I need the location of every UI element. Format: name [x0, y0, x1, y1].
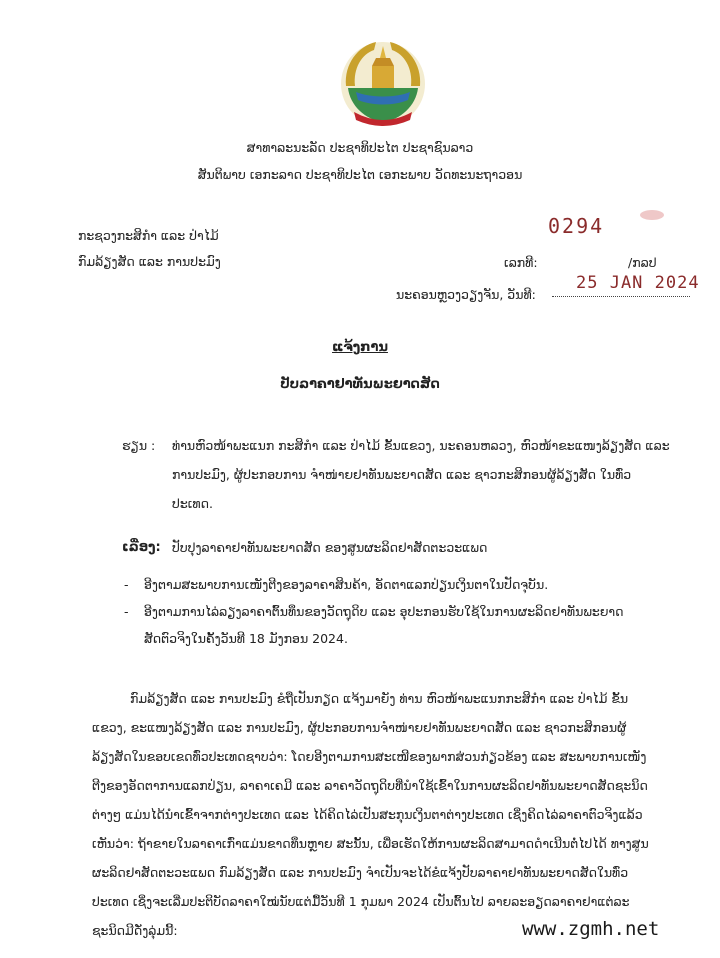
body-line: ຕີງຂອງອັດຕາການແລກປ່ຽນ, ລາຄາເຄມີ ແລະ ລາຄາວັດຖຸດິບທີ່ນຳໃຊ້ເຂົ້າໃນການຜະລິດຢາທັນພະຍາດສັດຊະນິດ [92, 778, 648, 793]
body-paragraph [92, 684, 686, 945]
issue-date: 25 JAN 2024 [576, 273, 700, 293]
to-line-3: ປະເທດ. [172, 496, 213, 511]
ink-smudge [640, 210, 664, 220]
to-label: ຮຽນ : [122, 438, 156, 453]
document-type: ແຈ້ງການ [332, 340, 388, 355]
subject-text: ປັບປຸງລາຄາຢາທັນພະຍາດສັດ ຂອງສູນຜະລິດຢາສັດຕະວະແພດ [172, 540, 488, 555]
bullet: - [124, 577, 129, 592]
document-title: ປັບລາຄາຢາທັນພະຍາດສັດ [280, 377, 440, 392]
body-line: ປະເທດ ເຊິ່ງຈະເລີ່ມປະຕິບັດລາຄາໃໝ່ນັບແຕ່ມື້ວັນທີ 1 ກຸມພາ 2024 ເປັນຕົ້ນໄປ ລາຍລະອຽດລາຄາຢາແຕ່ລະ [92, 894, 630, 909]
body-line: ຊະນິດມີດັ່ງລຸ່ມນີ້: [92, 923, 178, 938]
serial-number: 0294 [548, 214, 605, 238]
to-line-2: ການປະມົງ, ຜູ້ປະກອບການ ຈຳໜ່າຍຢາທັນພະຍາດສັດ ແລະ ຊາວກະສິກອນຜູ້ລ້ຽງສັດ ໃນທົ່ວ [172, 467, 632, 482]
reference-item-1: ອີງຕາມສະພາບການເໜັງຕີງຂອງລາຄາສິນຄ້າ, ອັດຕາແລກປ່ຽນເງິນຕາໃນປັດຈຸບັນ. [144, 577, 549, 592]
subject-label: ເລື່ອງ: [122, 540, 161, 555]
reference-item-2-line-1: ອີງຕາມການໄລ່ລຽງລາຄາຕົ້ນທຶນຂອງວັດຖຸດິບ ແລະ ອຸປະກອນຮັບໃຊ້ໃນການຜະລິດຢາທັນພະຍາດ [144, 604, 624, 619]
body-line: ເຫັນວ່າ: ຖ້າຂາຍໃນລາຄາເກົ່າແມ່ນຂາດທຶນຫຼາຍ ສະນັ້ນ, ເພື່ອເຮັດໃຫ້ການຜະລິດສາມາດດຳເນີນຕໍ່ໄປໄດ້ ທາງສູນ [92, 836, 649, 851]
body-line: ແຂວງ, ຂະແໜງລ້ຽງສັດ ແລະ ການປະມົງ, ຜູ້ປະກອບການຈຳໜ່າຍຢາທັນພະຍາດສັດ ແລະ ຊາວກະສິກອນຜູ້ [92, 720, 627, 735]
body-line: ລ້ຽງສັດໃນຂອບເຂດທົ່ວປະເທດຊາບວ່າ: ໂດຍອີງຕາມການສະເໜີຂອງພາກສ່ວນກ່ຽວຂ້ອງ ແລະ ສະພາບການເໜັງ [92, 749, 647, 764]
date-dotted-line [552, 296, 690, 297]
number-suffix: /ກລປ [628, 255, 657, 270]
body-line: ກົມລ້ຽງສັດ ແລະ ການປະມົງ ຂໍຖືເປັນກຽດ ແຈ້ງມາຍັງ ທ່ານ ຫົວໜ້າພະແນກກະສິກຳ ແລະ ປ່າໄມ້ ຂັ້ນ [130, 691, 629, 706]
republic-name: ສາທາລະນະລັດ ປະຊາທິປະໄຕ ປະຊາຊົນລາວ [246, 140, 474, 155]
national-emblem-icon [336, 36, 430, 128]
to-line-1: ທ່ານຫົວໜ້າພະແນກ ກະສິກຳ ແລະ ປ່າໄມ້ ຂັ້ນແຂວງ, ນະຄອນຫລວງ, ຫົວໜ້າຂະແໜງລ້ຽງສັດ ແລະ [172, 438, 670, 453]
body-line: ຜະລິດຢາສັດຕະວະແພດ ກົມລ້ຽງສັດ ແລະ ການປະມົງ ຈຳເປັນຈະໄດ້ຂໍແຈ້ງປັບລາຄາຢາທັນພະຍາດສັດໃນທົ່ວ [92, 865, 629, 880]
body-line: ຕ່າງໆ ແມ່ນໄດ້ນຳເຂົ້າຈາກຕ່າງປະເທດ ແລະ ໄດ້ຄິດໄລ່ເປັນສະກຸນເງິນຕາຕ່າງປະເທດ ເຊິ່ງຄິດໄລ່ລາຄາຕົວຈິງແລ້ວ [92, 807, 643, 822]
reference-item-2-line-2: ສັດຕົວຈິງໃນຄັ້ງວັນທີ 18 ມັງກອນ 2024. [144, 631, 348, 646]
department-name: ກົມລ້ຽງສັດ ແລະ ການປະມົງ [78, 254, 221, 269]
national-motto: ສັນຕິພາບ ເອກະລາດ ປະຊາທິປະໄຕ ເອກະພາບ ວັດທະນະຖາວອນ [197, 167, 523, 182]
bullet: - [124, 604, 129, 619]
site-watermark: www.zgmh.net [522, 918, 660, 940]
place-date-label: ນະຄອນຫຼວງວຽງຈັນ, ວັນທີ: [396, 287, 536, 302]
ministry-name: ກະຊວງກະສິກຳ ແລະ ປ່າໄມ້ [78, 228, 219, 243]
number-label: ເລກທີ: [504, 255, 538, 270]
